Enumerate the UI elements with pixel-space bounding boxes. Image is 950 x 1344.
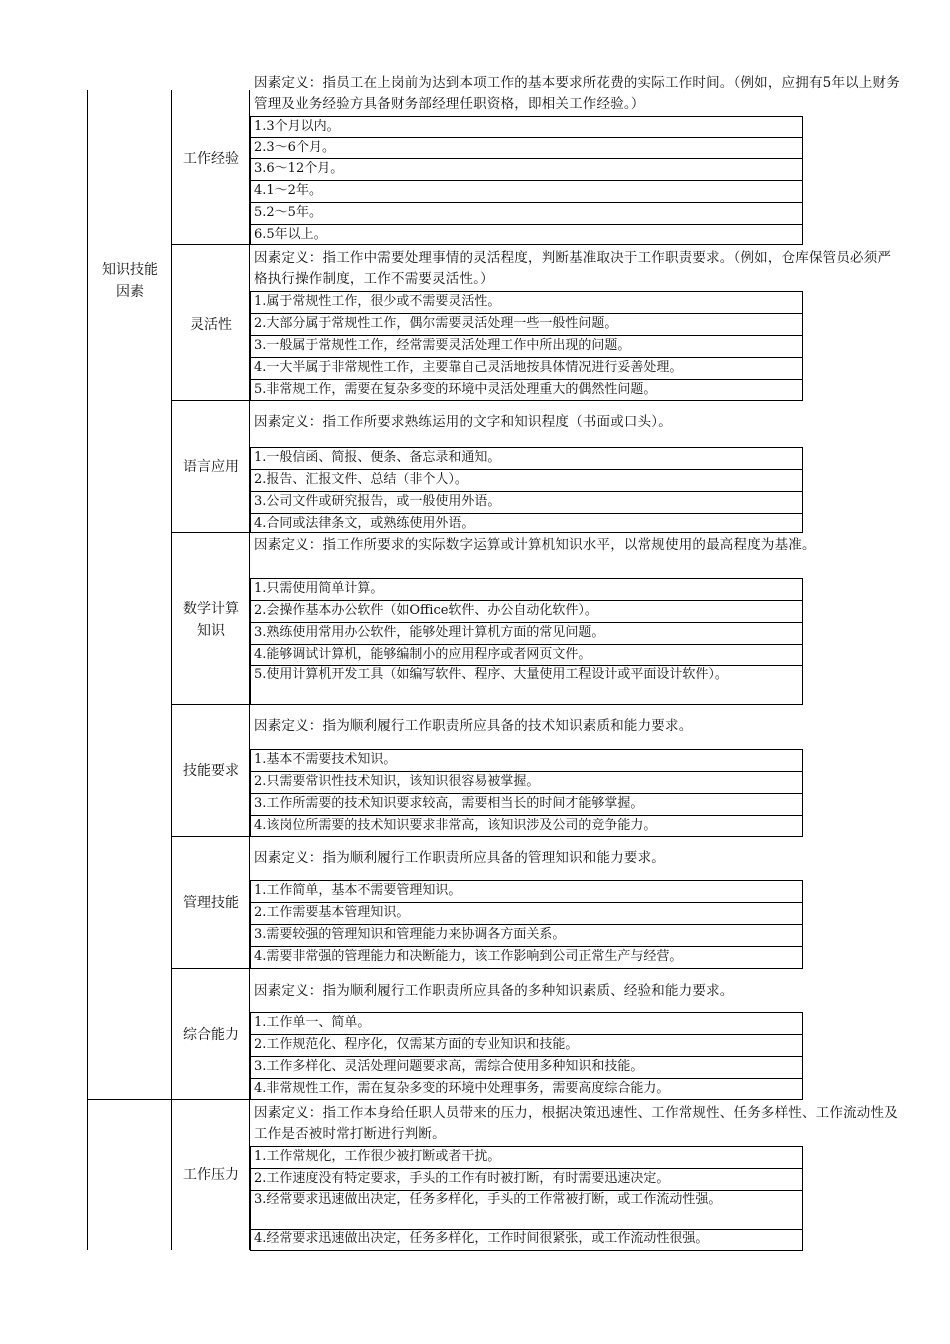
option-row: 3.经常要求迅速做出决定，任务多样化，手头的工作常被打断，或工作流动性强。 — [250, 1190, 803, 1230]
option-row: 4.该岗位所需要的技术知识要求非常高，该知识涉及公司的竞争能力。 — [250, 815, 803, 837]
factor-name: 灵活性 — [190, 317, 232, 333]
category-label-knowledge-skill — [88, 259, 172, 303]
factor-name-line1: 数学计算 — [183, 601, 239, 617]
factor-separator — [171, 968, 250, 969]
option-row: 6.5年以上。 — [250, 224, 803, 245]
option-row: 3.6～12个月。 — [250, 158, 803, 181]
option-row: 1.工作常规化，工作很少被打断或者干扰。 — [250, 1146, 803, 1169]
option-row: 4.一大半属于非常规性工作，主要靠自己灵活地按具体情况进行妥善处理。 — [250, 357, 803, 380]
category-label-line1: 知识技能 — [102, 262, 158, 278]
option-row: 2.只需要常识性技术知识，该知识很容易被掌握。 — [250, 771, 803, 794]
option-row: 2.工作规范化、程序化，仅需某方面的专业知识和技能。 — [250, 1034, 803, 1057]
option-row: 3.公司文件或研究报告，或一般使用外语。 — [250, 491, 803, 514]
factor-definition: 因素定义：指工作中需要处理事情的灵活程度，判断基准取决于工作职责要求。（例如，仓库保管员必须严格执行操作制度，工作不需要灵活性。） — [254, 250, 892, 287]
factor-separator — [171, 836, 250, 837]
factor-separator — [171, 532, 250, 533]
factor-name: 语言应用 — [183, 459, 239, 475]
option-row: 4.1～2年。 — [250, 180, 803, 203]
option-row: 2.3～6个月。 — [250, 137, 803, 159]
option-row: 1.属于常规性工作，很少或不需要灵活性。 — [250, 291, 803, 314]
option-row: 3.熟练使用常用办公软件，能够处理计算机方面的常见问题。 — [250, 622, 803, 645]
factor-definition: 因素定义：指为顺利履行工作职责所应具备的管理知识和能力要求。 — [254, 850, 665, 866]
option-row: 5.使用计算机开发工具（如编写软件、程序、大量使用工程设计或平面设计软件）。 — [250, 665, 803, 705]
option-row: 4.需要非常强的管理能力和决断能力，该工作影响到公司正常生产与经营。 — [250, 946, 803, 969]
option-row: 4.合同或法律条文，或熟练使用外语。 — [250, 513, 803, 533]
option-row: 2.会操作基本办公软件（如Office软件、办公自动化软件）。 — [250, 600, 803, 623]
option-row: 2.工作速度没有特定要求，手头的工作有时被打断，有时需要迅速决定。 — [250, 1168, 803, 1191]
option-row: 3.需要较强的管理知识和管理能力来协调各方面关系。 — [250, 924, 803, 947]
option-row: 2.报告、汇报文件、总结（非个人）。 — [250, 469, 803, 492]
option-row: 1.基本不需要技术知识。 — [250, 749, 803, 772]
factor-separator — [171, 400, 250, 401]
option-row: 5.非常规工作，需要在复杂多变的环境中灵活处理重大的偶然性问题。 — [250, 379, 803, 401]
option-row: 3.一般属于常规性工作，经常需要灵活处理工作中所出现的问题。 — [250, 335, 803, 358]
category-label-line2: 因素 — [116, 284, 144, 300]
category-separator — [87, 1099, 171, 1100]
option-row: 1.一般信函、简报、便条、备忘录和通知。 — [250, 447, 803, 470]
factor-definition: 因素定义：指工作所要求熟练运用的文字和知识程度（书面或口头）。 — [254, 414, 672, 430]
factor-name: 工作经验 — [183, 151, 239, 167]
factor-definition: 因素定义：指为顺利履行工作职责所应具备的多种知识素质、经验和能力要求。 — [254, 983, 734, 999]
factor-name: 工作压力 — [183, 1167, 239, 1183]
factor-definition: 因素定义：指工作所要求的实际数字运算或计算机知识水平，以常规使用的最高程度为基准。 — [254, 537, 816, 553]
factor-name — [172, 598, 250, 642]
factor-separator — [171, 244, 250, 245]
option-row: 5.2～5年。 — [250, 202, 803, 225]
factor-name: 管理技能 — [183, 895, 239, 911]
factor-separator — [171, 704, 250, 705]
option-row: 4.能够调试计算机，能够编制小的应用程序或者网页文件。 — [250, 644, 803, 666]
option-row: 3.工作多样化、灵活处理问题要求高，需综合使用多种知识和技能。 — [250, 1056, 803, 1079]
option-row: 3.工作所需要的技术知识要求较高，需要相当长的时间才能够掌握。 — [250, 793, 803, 816]
option-row: 4.非常规性工作，需在复杂多变的环境中处理事务，需要高度综合能力。 — [250, 1078, 803, 1100]
option-row: 4.经常要求迅速做出决定，任务多样化，工作时间很紧张，或工作流动性很强。 — [250, 1229, 803, 1251]
factor-definition: 因素定义：指工作本身给任职人员带来的压力，根据决策迅速性、工作常规性、任务多样性、工作流动性及工作是否被时常打断进行判断。 — [254, 1105, 898, 1142]
factor-name: 综合能力 — [183, 1027, 239, 1043]
option-row: 2.工作需要基本管理知识。 — [250, 902, 803, 925]
factor-definition: 因素定义：指为顺利履行工作职责所应具备的技术知识素质和能力要求。 — [254, 718, 693, 734]
option-row: 1.3个月以内。 — [250, 116, 803, 138]
factor-name-line2: 知识 — [197, 623, 225, 639]
option-row: 1.只需使用简单计算。 — [250, 578, 803, 601]
factor-definition: 因素定义：指员工在上岗前为达到本项工作的基本要求所花费的实际工作时间。（例如，应拥有5年以上财务管理及业务经验方具备财务部经理任职资格，即相关工作经验。） — [254, 75, 900, 112]
factor-name: 技能要求 — [183, 763, 239, 779]
factor-separator — [171, 1099, 250, 1100]
option-row: 2.大部分属于常规性工作，偶尔需要灵活处理一些一般性问题。 — [250, 313, 803, 336]
option-row: 1.工作单一、简单。 — [250, 1012, 803, 1035]
option-row: 1.工作简单，基本不需要管理知识。 — [250, 880, 803, 903]
